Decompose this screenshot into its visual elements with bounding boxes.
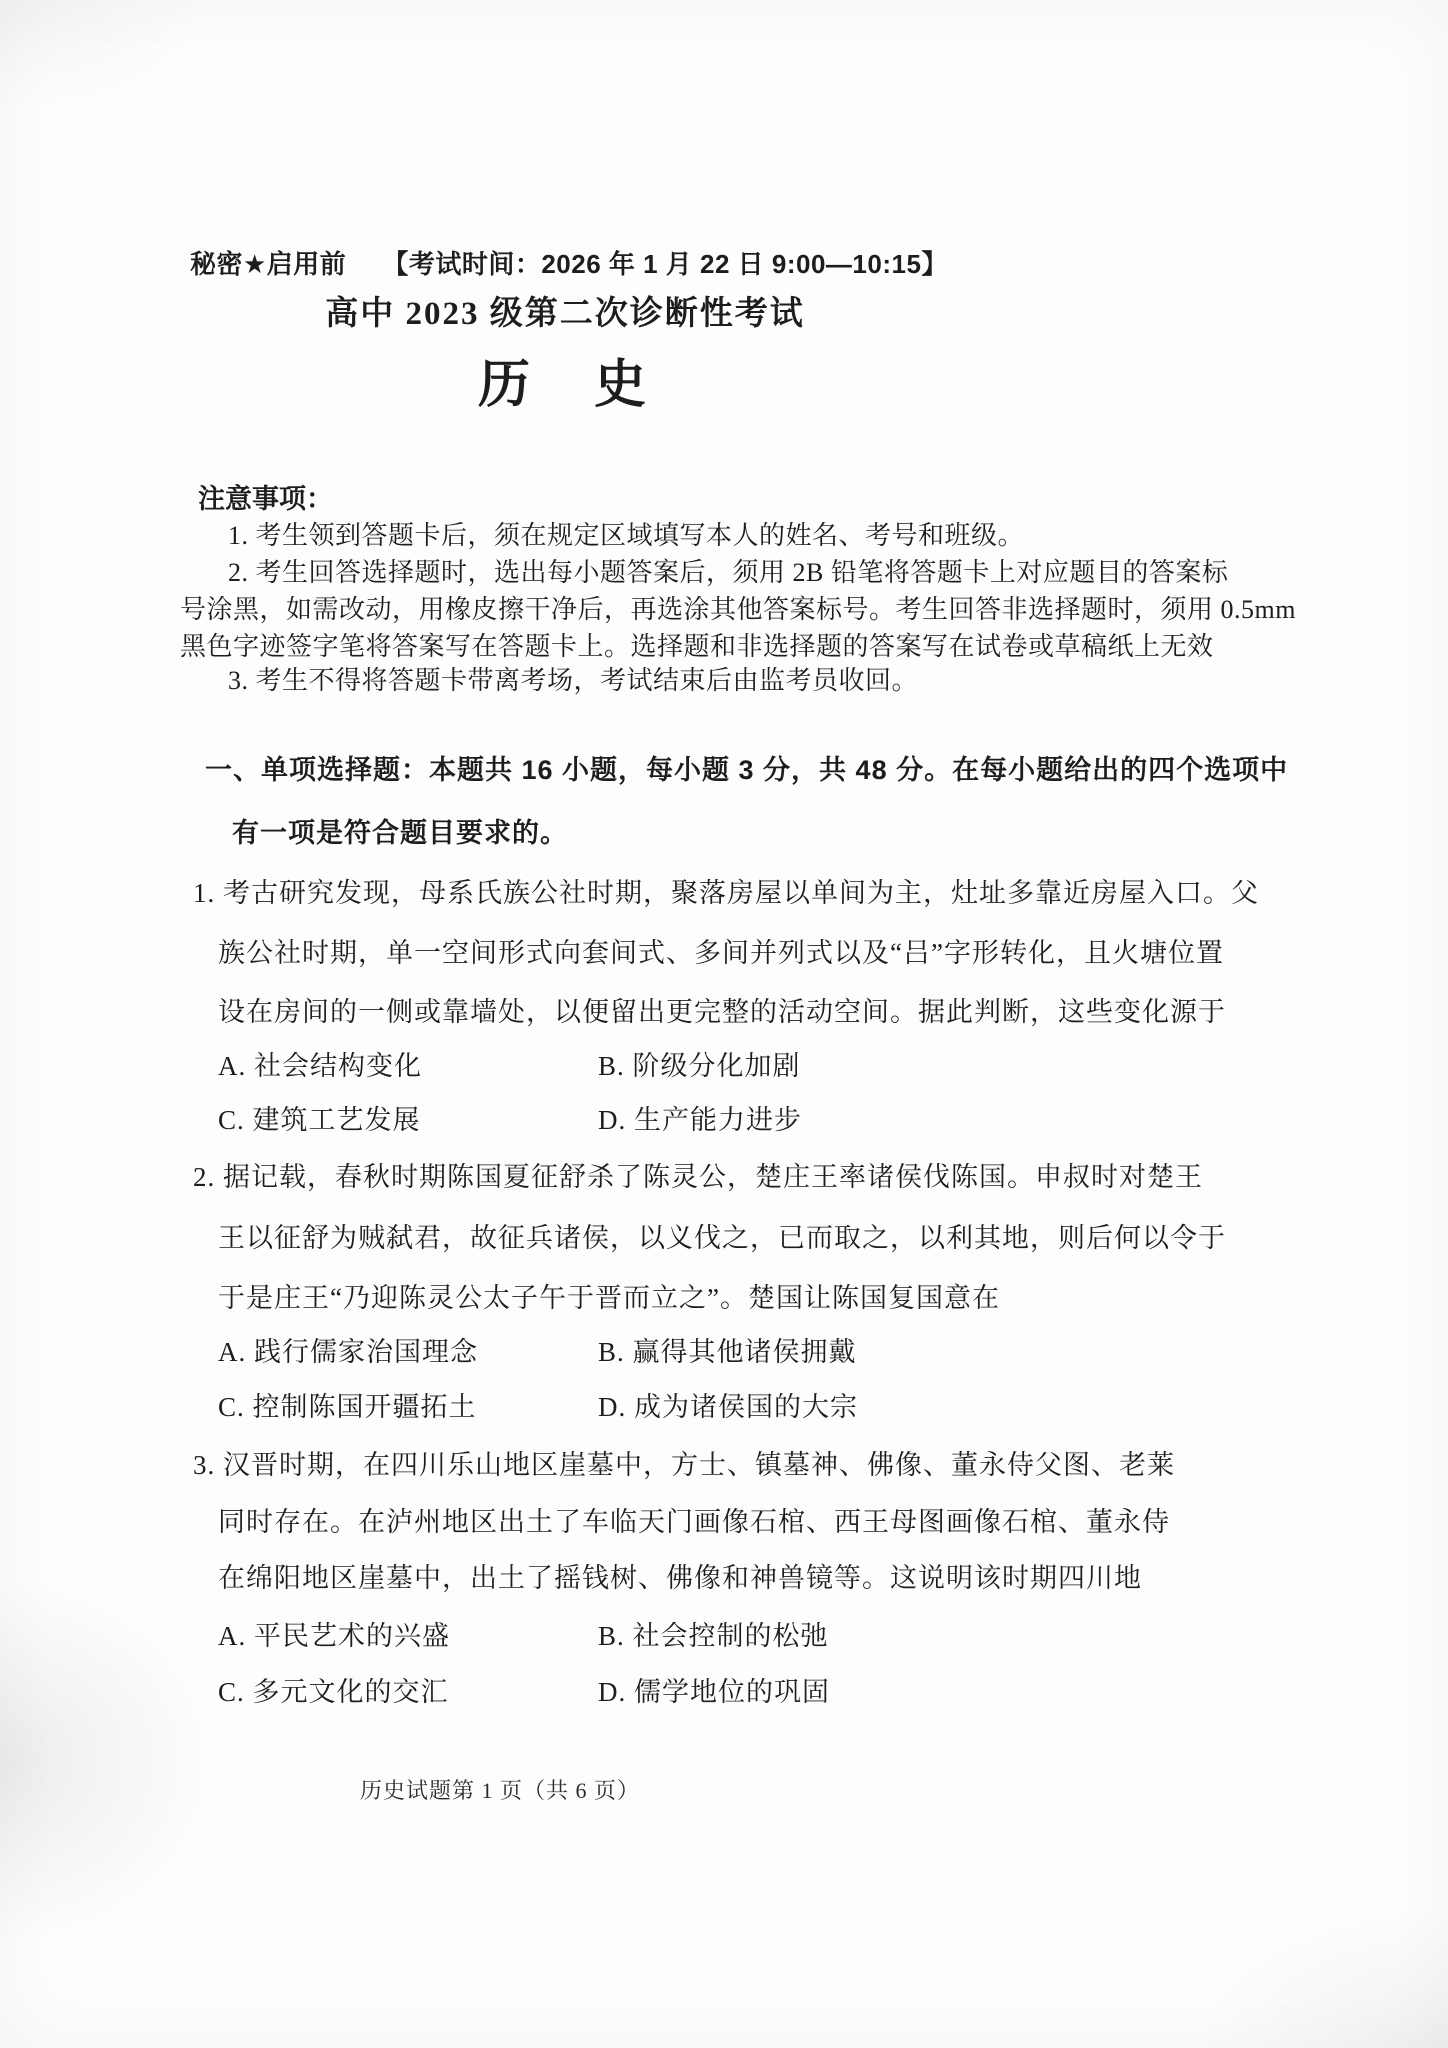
question-3-option-d: D. 儒学地位的巩固	[598, 1677, 830, 1707]
question-3-option-b: B. 社会控制的松弛	[598, 1621, 829, 1651]
page-footer: 历史试题第 1 页（共 6 页）	[359, 1778, 640, 1803]
notice-line-3: 号涂黑，如需改动，用橡皮擦干净后，再选涂其他答案标号。考生回答非选择题时，须用 0.5mm	[180, 595, 1296, 624]
question-3-stem-line-3: 在绵阳地区崖墓中，出土了摇钱树、佛像和神兽镜等。这说明该时期四川地	[218, 1563, 1142, 1593]
question-2-option-d: D. 成为诸侯国的大宗	[598, 1392, 858, 1422]
subject-title: 历 史	[477, 357, 652, 414]
paper-header	[190, 250, 948, 280]
question-1-stem-line-3: 设在房间的一侧或靠墙处，以便留出更完整的活动空间。据此判断，这些变化源于	[218, 997, 1226, 1027]
question-1-option-b: B. 阶级分化加剧	[598, 1051, 801, 1081]
question-1-stem-line-1: 1. 考古研究发现，母系氏族公社时期，聚落房屋以单间为主，灶址多靠近房屋入口。父	[193, 878, 1259, 908]
question-1-option-c: C. 建筑工艺发展	[218, 1105, 421, 1135]
notice-line-4: 黑色字迹签字笔将答案写在答题卡上。选择题和非选择题的答案写在试卷或草稿纸上无效	[180, 632, 1214, 661]
question-2-stem-line-3: 于是庄王“乃迎陈灵公太子午于晋而立之”。楚国让陈国复国意在	[218, 1283, 1000, 1313]
question-2-stem-line-2: 王以征舒为贼弑君，故征兵诸侯，以义伐之，已而取之，以利其地，则后何以令于	[218, 1223, 1226, 1253]
notice-line-1: 1. 考生领到答题卡后，须在规定区域填写本人的姓名、考号和班级。	[228, 521, 1025, 550]
question-1-option-a: A. 社会结构变化	[218, 1051, 422, 1081]
security-label: 秘密★启用前	[190, 249, 347, 279]
section-heading-line-1: 一、单项选择题：本题共 16 小题，每小题 3 分，共 48 分。在每小题给出的四个选项中	[205, 755, 1289, 785]
question-3-stem-line-1: 3. 汉晋时期，在四川乐山地区崖墓中，方士、镇墓神、佛像、董永侍父图、老莱	[193, 1450, 1175, 1480]
question-3-stem-line-2: 同时存在。在泸州地区出土了车临天门画像石棺、西王母图画像石棺、董永侍	[218, 1507, 1170, 1537]
question-2-option-a: A. 践行儒家治国理念	[218, 1337, 478, 1367]
question-2-option-b: B. 赢得其他诸侯拥戴	[598, 1337, 857, 1367]
notice-line-2: 2. 考生回答选择题时，选出每小题答案后，须用 2B 铅笔将答题卡上对应题目的答案标	[228, 558, 1229, 587]
exam-title: 高中 2023 级第二次诊断性考试	[325, 296, 805, 332]
section-heading-line-2: 有一项是符合题目要求的。	[232, 818, 568, 848]
question-2-stem-line-1: 2. 据记载，春秋时期陈国夏征舒杀了陈灵公，楚庄王率诸侯伐陈国。申叔时对楚王	[193, 1162, 1203, 1192]
notice-line-5: 3. 考生不得将答题卡带离考场，考试结束后由监考员收回。	[228, 666, 919, 695]
question-1-stem-line-2: 族公社时期，单一空间形式向套间式、多间并列式以及“吕”字形转化，且火塘位置	[218, 938, 1224, 968]
notice-heading: 注意事项：	[198, 484, 333, 514]
exam-time-label: 【考试时间：2026 年 1 月 22 日 9:00—10:15】	[382, 249, 948, 279]
question-1-option-d: D. 生产能力进步	[598, 1105, 802, 1135]
question-3-option-c: C. 多元文化的交汇	[218, 1677, 449, 1707]
question-3-option-a: A. 平民艺术的兴盛	[218, 1621, 450, 1651]
question-2-option-c: C. 控制陈国开疆拓土	[218, 1392, 477, 1422]
